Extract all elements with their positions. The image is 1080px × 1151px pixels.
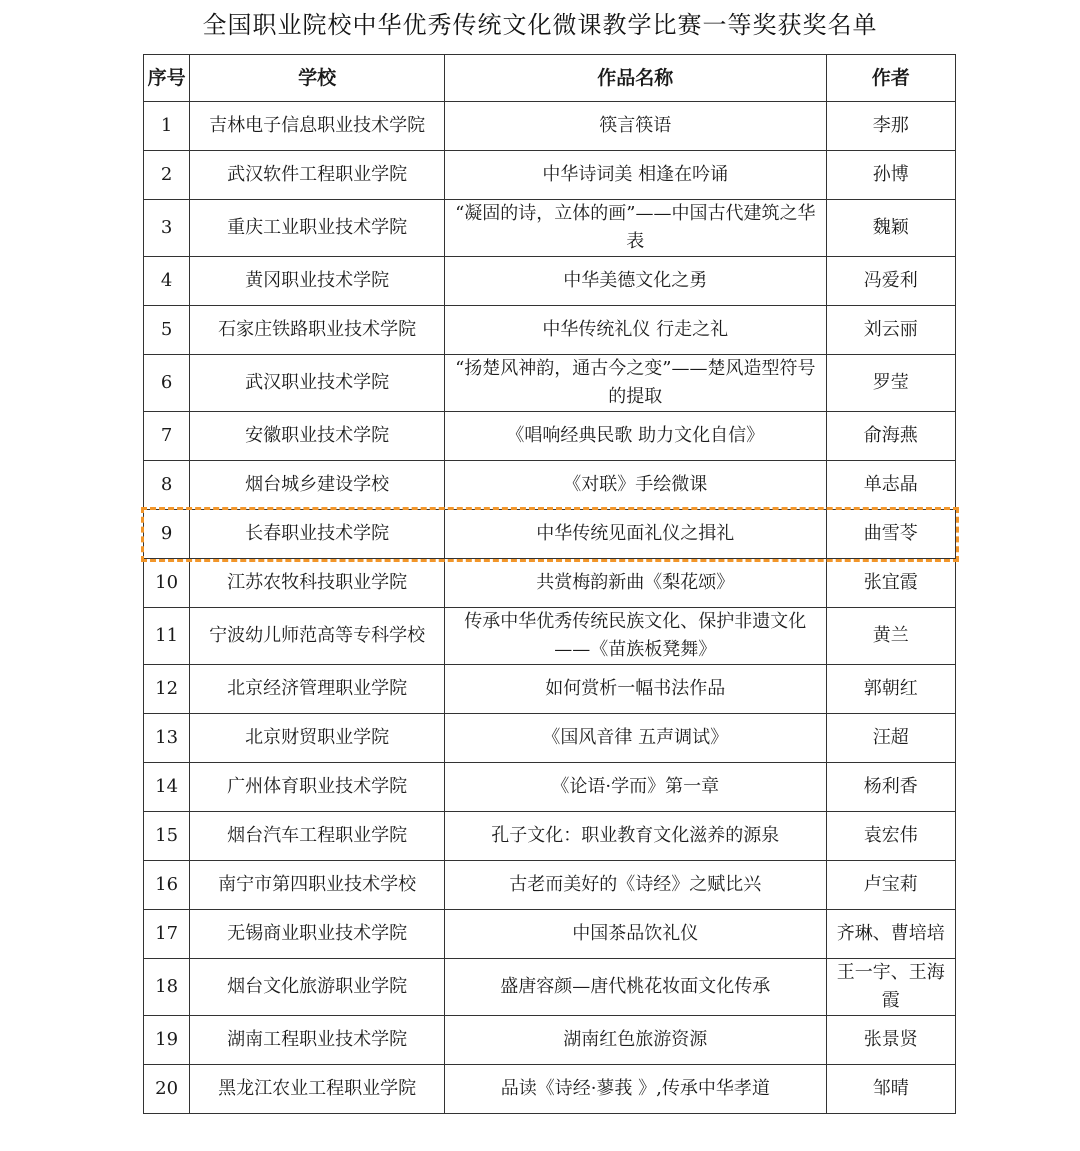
row-work-cell: 中华传统见面礼仪之揖礼 bbox=[445, 510, 826, 559]
header-school: 学校 bbox=[190, 55, 445, 102]
document-title: 全国职业院校中华优秀传统文化微课教学比赛一等奖获奖名单 bbox=[202, 11, 878, 39]
row-author-cell: 冯爱利 bbox=[826, 257, 956, 306]
row-no-cell: 1 bbox=[144, 102, 190, 151]
row-work-cell: 孔子文化：职业教育文化滋养的源泉 bbox=[445, 812, 826, 861]
table-row bbox=[144, 257, 956, 306]
table-row bbox=[144, 1016, 956, 1065]
row-author-cell: 卢宝莉 bbox=[826, 861, 956, 910]
row-no-cell: 5 bbox=[144, 306, 190, 355]
row-school-cell: 黑龙江农业工程职业学院 bbox=[190, 1065, 445, 1114]
table-row bbox=[144, 812, 956, 861]
row-work-cell: 《唱响经典民歌 助力文化自信》 bbox=[445, 412, 826, 461]
row-author-cell: 袁宏伟 bbox=[826, 812, 956, 861]
row-no-cell: 14 bbox=[144, 763, 190, 812]
row-school-cell: 烟台文化旅游职业学院 bbox=[190, 959, 445, 1016]
table-row bbox=[144, 200, 956, 257]
table-row bbox=[144, 412, 956, 461]
row-no-cell: 4 bbox=[144, 257, 190, 306]
table-row bbox=[144, 151, 956, 200]
row-author-cell: 李那 bbox=[826, 102, 956, 151]
row-school-cell: 江苏农牧科技职业学院 bbox=[190, 559, 445, 608]
row-author-cell: 孙博 bbox=[826, 151, 956, 200]
row-work-cell: 古老而美好的《诗经》之赋比兴 bbox=[445, 861, 826, 910]
table-header-row bbox=[144, 55, 956, 102]
row-work-cell: “扬楚风神韵，通古今之变”——楚风造型符号的提取 bbox=[445, 355, 826, 412]
table-row bbox=[144, 608, 956, 665]
table-row bbox=[144, 510, 956, 559]
table-row bbox=[144, 306, 956, 355]
table-row bbox=[144, 665, 956, 714]
table-row bbox=[144, 102, 956, 151]
row-no-cell: 15 bbox=[144, 812, 190, 861]
row-no-cell: 16 bbox=[144, 861, 190, 910]
row-school-cell: 广州体育职业技术学院 bbox=[190, 763, 445, 812]
row-author-cell: 单志晶 bbox=[826, 461, 956, 510]
table-row bbox=[144, 461, 956, 510]
row-work-cell: 如何赏析一幅书法作品 bbox=[445, 665, 826, 714]
row-school-cell: 重庆工业职业技术学院 bbox=[190, 200, 445, 257]
row-author-cell: 张宜霞 bbox=[826, 559, 956, 608]
row-no-cell: 18 bbox=[144, 959, 190, 1016]
row-author-cell: 齐琳、曹培培 bbox=[826, 910, 956, 959]
row-school-cell: 南宁市第四职业技术学校 bbox=[190, 861, 445, 910]
table-row bbox=[144, 959, 956, 1016]
table-row bbox=[144, 559, 956, 608]
row-no-cell: 11 bbox=[144, 608, 190, 665]
row-work-cell: 盛唐容颜—唐代桃花妆面文化传承 bbox=[445, 959, 826, 1016]
row-no-cell: 13 bbox=[144, 714, 190, 763]
award-table bbox=[143, 54, 956, 1114]
row-author-cell: 黄兰 bbox=[826, 608, 956, 665]
row-author-cell: 郭朝红 bbox=[826, 665, 956, 714]
row-no-cell: 2 bbox=[144, 151, 190, 200]
row-school-cell: 湖南工程职业技术学院 bbox=[190, 1016, 445, 1065]
row-school-cell: 安徽职业技术学院 bbox=[190, 412, 445, 461]
row-school-cell: 石家庄铁路职业技术学院 bbox=[190, 306, 445, 355]
row-work-cell: 共赏梅韵新曲《梨花颂》 bbox=[445, 559, 826, 608]
row-school-cell: 黄冈职业技术学院 bbox=[190, 257, 445, 306]
row-no-cell: 10 bbox=[144, 559, 190, 608]
table-row bbox=[144, 910, 956, 959]
row-work-cell: 中华美德文化之勇 bbox=[445, 257, 826, 306]
row-school-cell: 武汉软件工程职业学院 bbox=[190, 151, 445, 200]
header-no: 序号 bbox=[144, 55, 190, 102]
row-no-cell: 20 bbox=[144, 1065, 190, 1114]
row-work-cell: 筷言筷语 bbox=[445, 102, 826, 151]
row-author-cell: 曲雪苓 bbox=[826, 510, 956, 559]
row-school-cell: 无锡商业职业技术学院 bbox=[190, 910, 445, 959]
row-work-cell: 中国茶品饮礼仪 bbox=[445, 910, 826, 959]
row-work-cell: 品读《诗经·蓼莪 》,传承中华孝道 bbox=[445, 1065, 826, 1114]
row-author-cell: 罗莹 bbox=[826, 355, 956, 412]
row-no-cell: 9 bbox=[144, 510, 190, 559]
row-school-cell: 烟台城乡建设学校 bbox=[190, 461, 445, 510]
row-work-cell: “凝固的诗，立体的画”——中国古代建筑之华表 bbox=[445, 200, 826, 257]
row-work-cell: 中华诗词美 相逢在吟诵 bbox=[445, 151, 826, 200]
row-no-cell: 12 bbox=[144, 665, 190, 714]
row-school-cell: 武汉职业技术学院 bbox=[190, 355, 445, 412]
row-school-cell: 长春职业技术学院 bbox=[190, 510, 445, 559]
row-school-cell: 北京经济管理职业学院 bbox=[190, 665, 445, 714]
table-row bbox=[144, 355, 956, 412]
row-author-cell: 汪超 bbox=[826, 714, 956, 763]
row-author-cell: 刘云丽 bbox=[826, 306, 956, 355]
row-author-cell: 张景贤 bbox=[826, 1016, 956, 1065]
row-no-cell: 8 bbox=[144, 461, 190, 510]
row-author-cell: 俞海燕 bbox=[826, 412, 956, 461]
row-author-cell: 邹晴 bbox=[826, 1065, 956, 1114]
row-work-cell: 《论语·学而》第一章 bbox=[445, 763, 826, 812]
row-author-cell: 王一宇、王海霞 bbox=[826, 959, 956, 1016]
row-author-cell: 魏颖 bbox=[826, 200, 956, 257]
row-author-cell: 杨利香 bbox=[826, 763, 956, 812]
table-body bbox=[144, 102, 956, 1114]
row-school-cell: 烟台汽车工程职业学院 bbox=[190, 812, 445, 861]
header-author: 作者 bbox=[826, 55, 956, 102]
row-work-cell: 《对联》手绘微课 bbox=[445, 461, 826, 510]
row-school-cell: 北京财贸职业学院 bbox=[190, 714, 445, 763]
row-school-cell: 吉林电子信息职业技术学院 bbox=[190, 102, 445, 151]
row-school-cell: 宁波幼儿师范高等专科学校 bbox=[190, 608, 445, 665]
row-no-cell: 19 bbox=[144, 1016, 190, 1065]
row-no-cell: 7 bbox=[144, 412, 190, 461]
row-no-cell: 6 bbox=[144, 355, 190, 412]
table-row bbox=[144, 1065, 956, 1114]
header-work: 作品名称 bbox=[445, 55, 826, 102]
row-no-cell: 17 bbox=[144, 910, 190, 959]
row-work-cell: 湖南红色旅游资源 bbox=[445, 1016, 826, 1065]
row-no-cell: 3 bbox=[144, 200, 190, 257]
row-work-cell: 传承中华优秀传统民族文化、保护非遗文化——《苗族板凳舞》 bbox=[445, 608, 826, 665]
row-work-cell: 《国风音律 五声调试》 bbox=[445, 714, 826, 763]
table-row bbox=[144, 714, 956, 763]
table-row bbox=[144, 861, 956, 910]
row-work-cell: 中华传统礼仪 行走之礼 bbox=[445, 306, 826, 355]
table-row bbox=[144, 763, 956, 812]
